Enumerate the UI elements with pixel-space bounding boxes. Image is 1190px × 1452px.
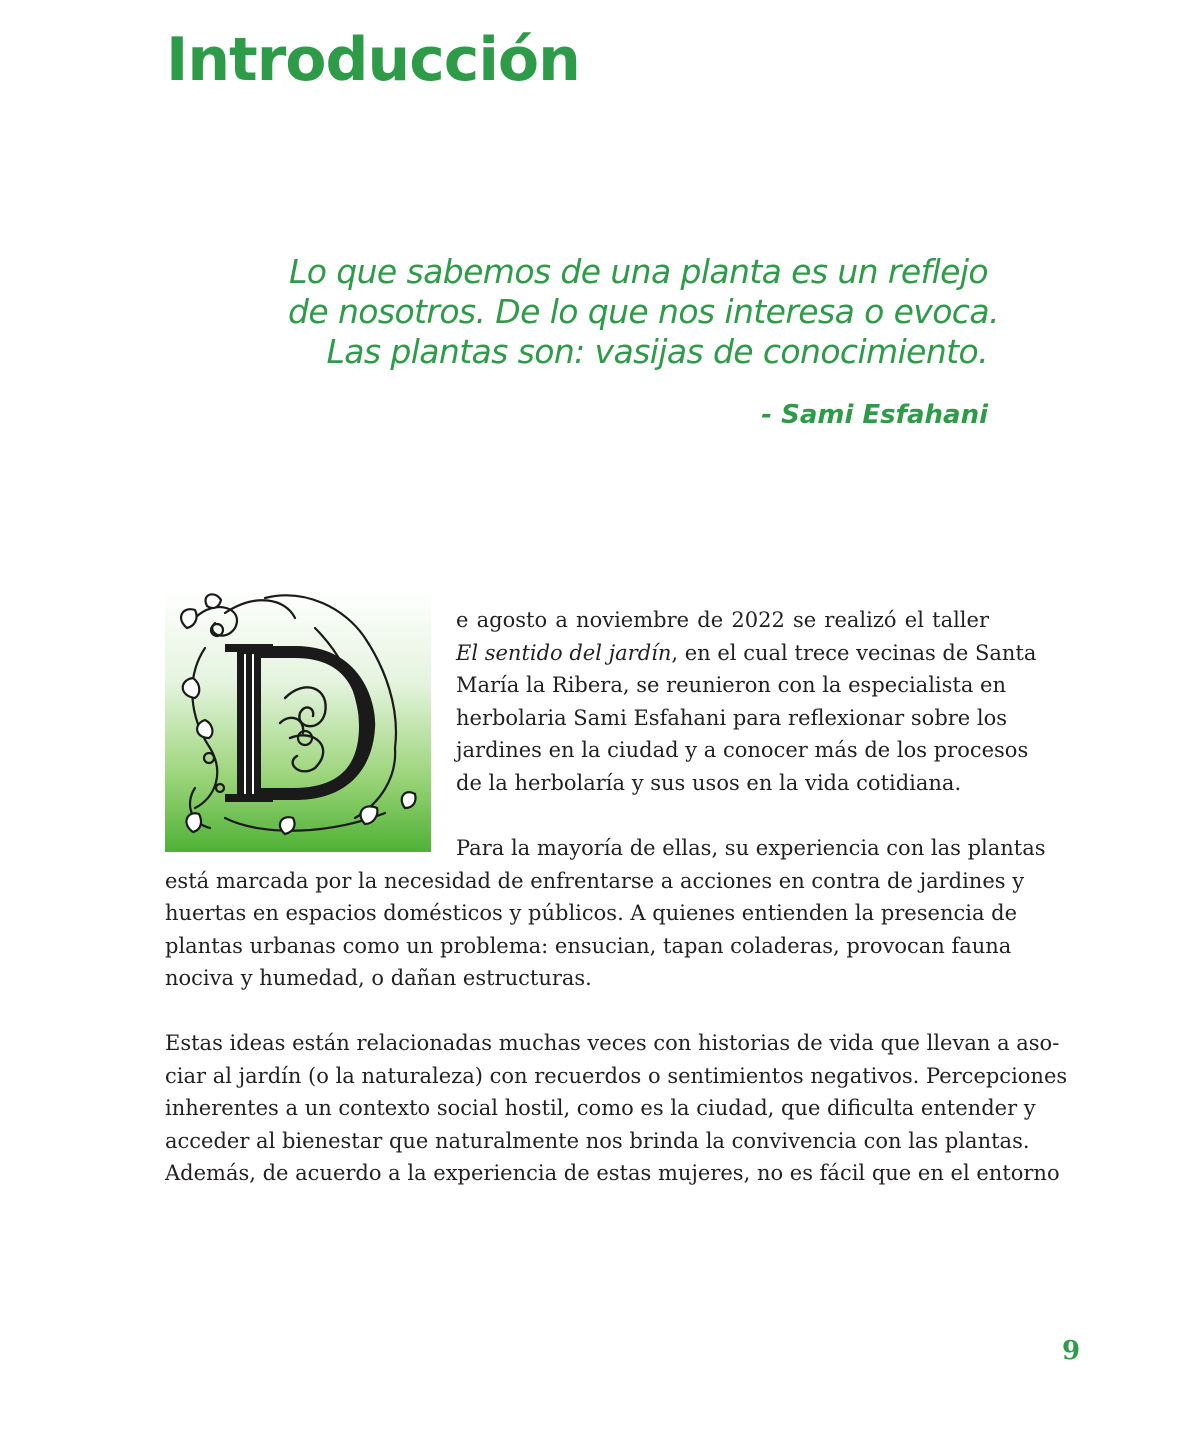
text-line: inherentes a un contexto social hostil, como es la ciudad, que dificulta entender y [165, 1096, 1036, 1120]
paragraph-2 [165, 832, 1046, 995]
epigraph-attribution: - Sami Esfahani [761, 400, 988, 430]
text-line: Estas ideas están relacionadas muchas veces con historias de vida que llevan a aso- [165, 1031, 1060, 1055]
text-line: ciar al jardín (o la naturaleza) con recuerdos o sentimientos negativos. Percepciones [165, 1063, 1068, 1088]
text-line: de la herbolaría y sus usos en la vida cotidiana. [456, 770, 962, 795]
text-line: herbolaria Sami Esfahani para reflexionar sobre los [456, 705, 1008, 730]
epigraph-line: Las plantas son: vasijas de conocimiento. [326, 332, 988, 371]
text-line: nociva y humedad, o dañan estructuras. [165, 966, 592, 990]
epigraph-quote [288, 252, 999, 372]
text-line: María la Ribera, se reunieron con la especialista en [456, 673, 1006, 697]
text-line: Para la mayoría de ellas, su experiencia con las plantas [456, 836, 1046, 860]
text-line-rest: , en el cual trece vecinas de Santa [671, 640, 1037, 665]
paragraph-1 [165, 604, 1037, 799]
text-line: jardines en la ciudad y a conocer más de los procesos [456, 738, 1029, 762]
page-title: Introducción [166, 25, 580, 95]
text-line: huertas en espacios domésticos y públicos. A quienes entienden la presencia de [165, 901, 1018, 925]
text-line: está marcada por la necesidad de enfrentarse a acciones en contra de jardines y [165, 868, 1025, 893]
text-line: Además, de acuerdo a la experiencia de estas mujeres, no es fácil que en el entorno [165, 1161, 1060, 1185]
paragraph-3 [165, 1027, 1068, 1190]
book-title-italic: El sentido del jardín [456, 640, 672, 665]
text-line: acceder al bienestar que naturalmente nos brinda la convivencia con las plantas. [165, 1128, 1030, 1153]
epigraph-line: Lo que sabemos de una planta es un reflejo [288, 252, 988, 291]
text-line-with-italic [456, 637, 1037, 670]
epigraph-line: de nosotros. De lo que nos interesa o evoca. [288, 292, 999, 331]
text-line: e agosto a noviembre de 2022 se realizó el taller [456, 608, 989, 632]
text-line: plantas urbanas como un problema: ensucian, tapan coladeras, provocan fauna [165, 933, 1012, 958]
page-number: 9 [1062, 1336, 1081, 1366]
